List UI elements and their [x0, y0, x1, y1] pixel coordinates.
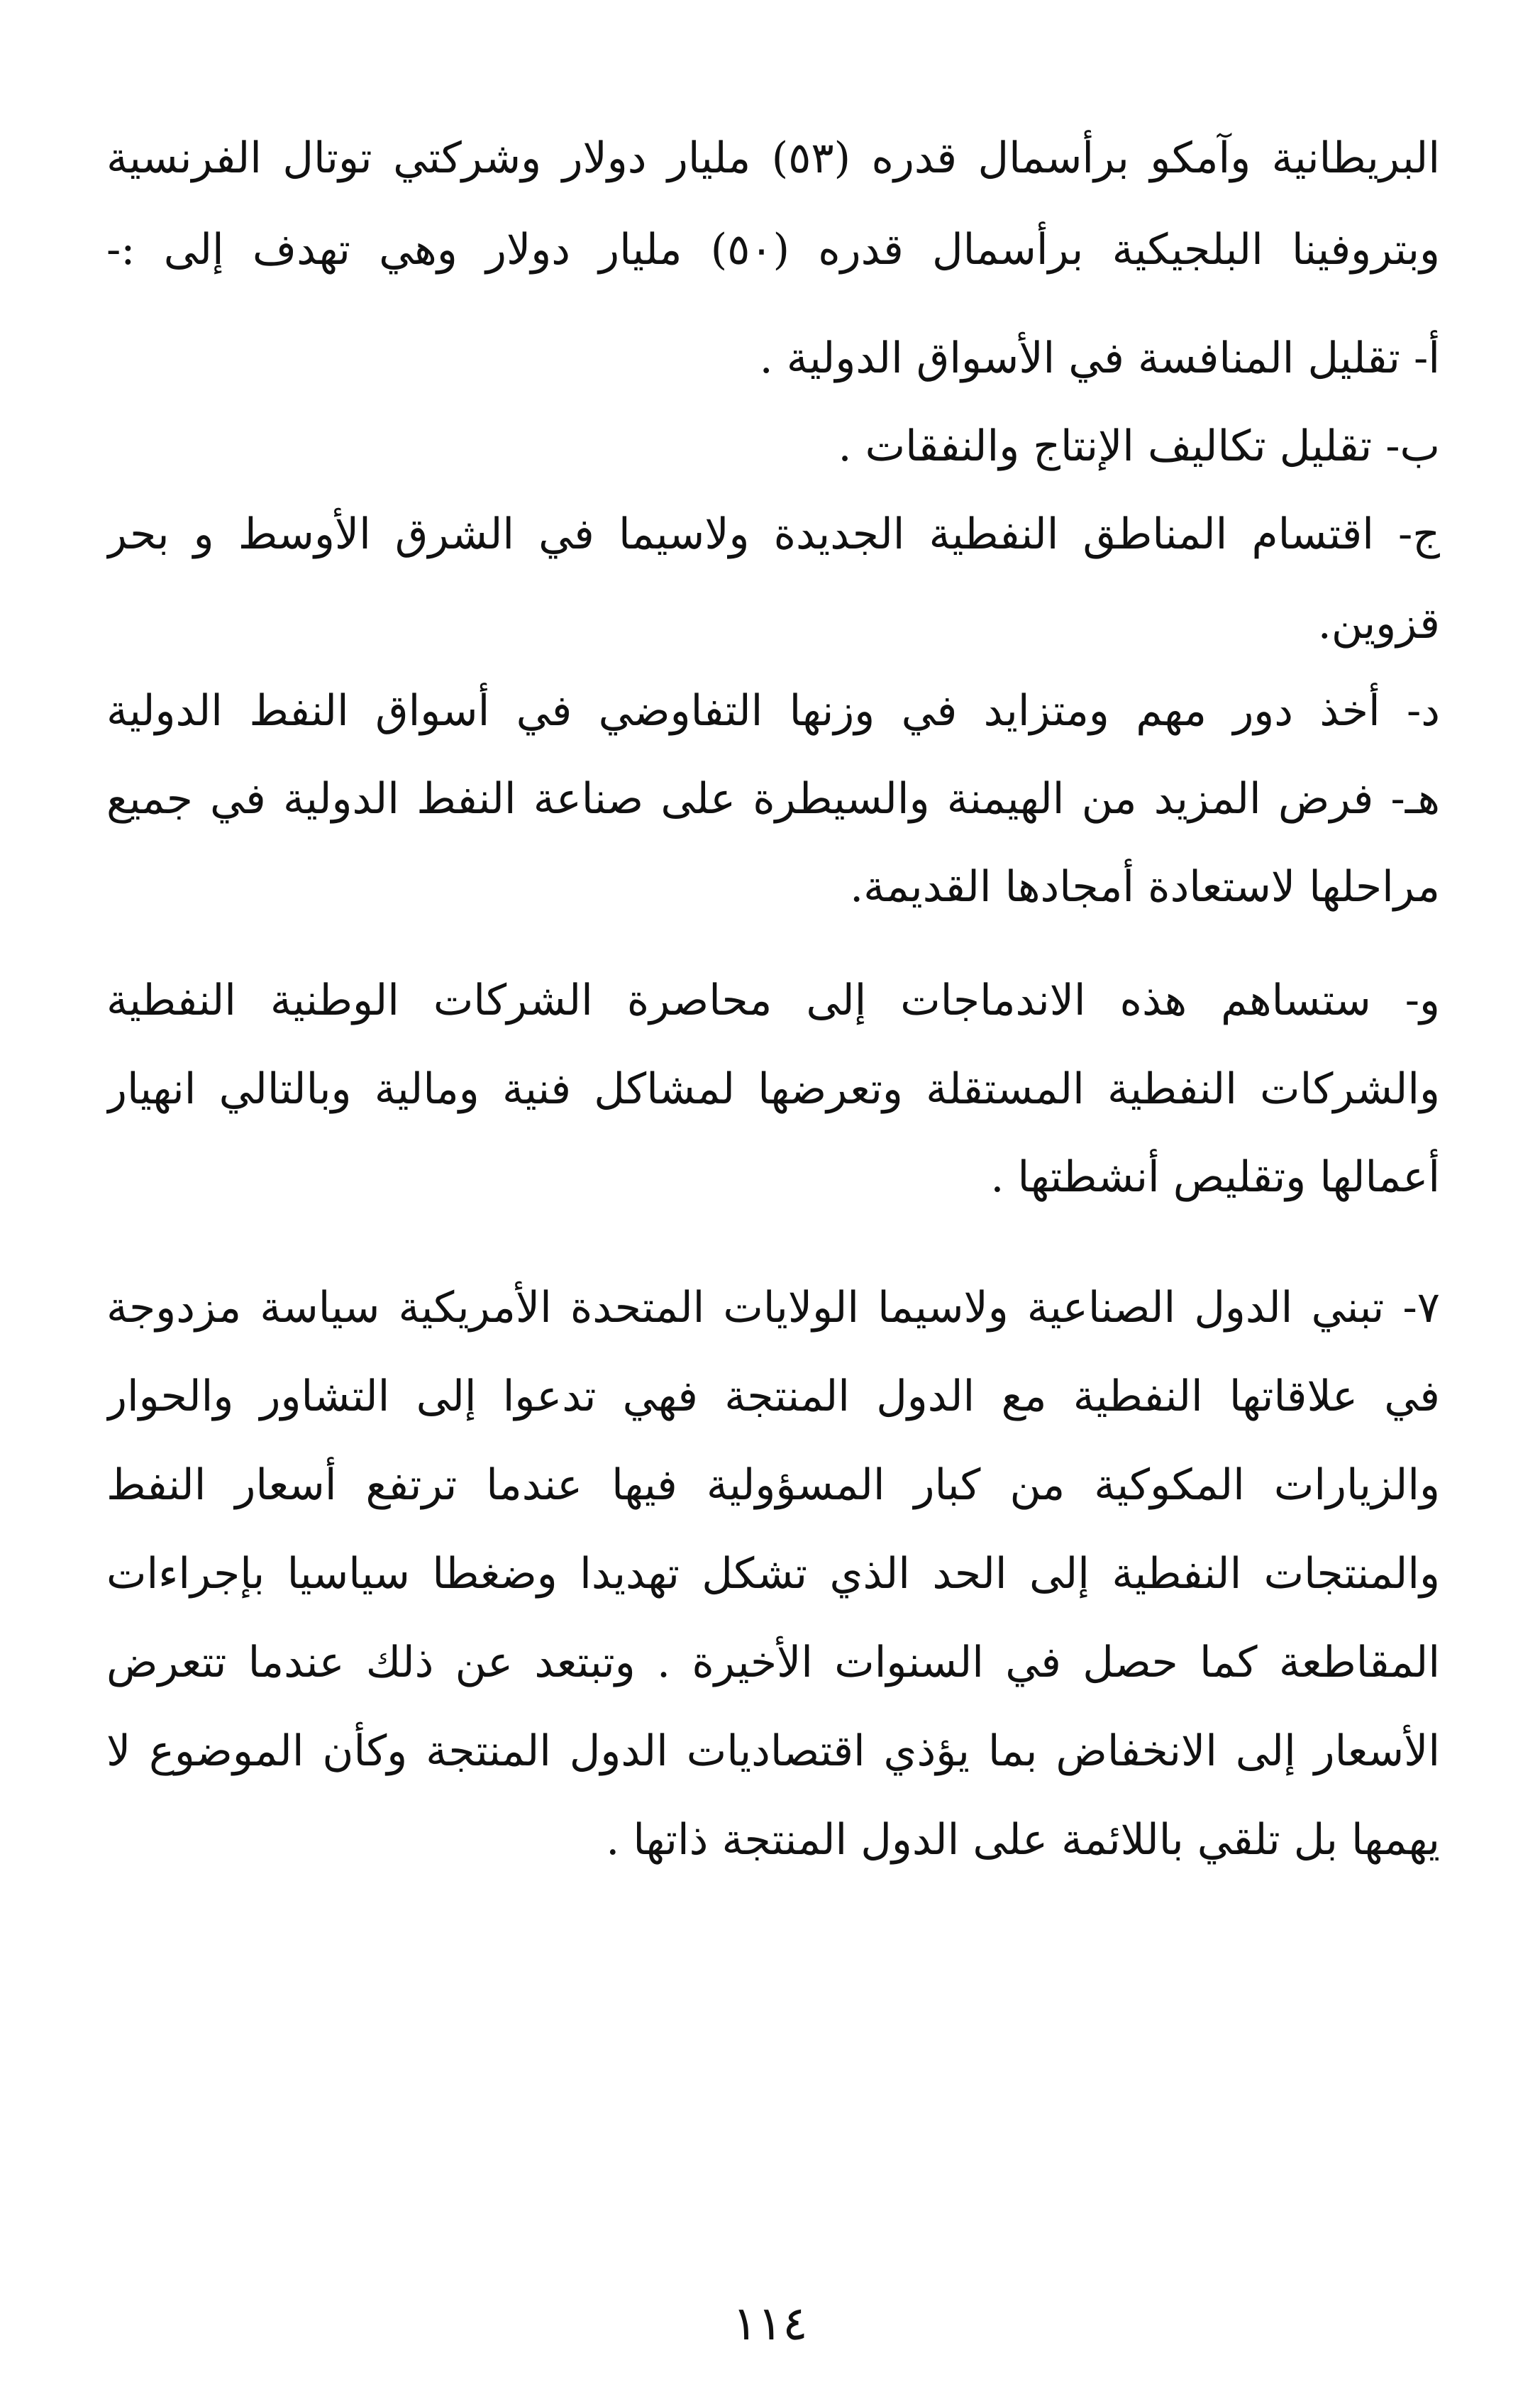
text-line: أعمالها وتقليص أنشطتها .: [990, 1152, 1440, 1202]
list-item-e: هـ- فرض المزيد من الهيمنة والسيطرة على صناعة النفط الدولية في جميع: [106, 774, 1440, 824]
text-line: يهمها بل تلقي باللائمة على الدول المنتجة ذاتها .: [606, 1815, 1440, 1865]
list-item-d: د- أخذ دور مهم ومتزايد في وزنها التفاوضي في أسواق النفط الدولية: [106, 686, 1440, 736]
list-item-a: أ- تقليل المنافسة في الأسواق الدولية .: [759, 333, 1440, 383]
text-line: والزيارات المكوكية من كبار المسؤولية فيها عندما ترتفع أسعار النفط: [106, 1460, 1440, 1510]
text-line: الأسعار إلى الانخفاض بما يؤذي اقتصاديات الدول المنتجة وكأن الموضوع لا: [106, 1726, 1440, 1776]
text-line: وبتروفينا البلجيكية برأسمال قدره (٥٠) مليار دولار وهي تهدف إلى :-: [106, 225, 1440, 275]
list-item-c-continuation: قزوين.: [1317, 599, 1440, 649]
list-item-e-continuation: مراحلها لاستعادة أمجادها القديمة.: [850, 862, 1440, 912]
list-item-c: ج- اقتسام المناطق النفطية الجديدة ولاسيما في الشرق الأوسط و بحر: [106, 509, 1440, 559]
page-number: ١١٤: [732, 2296, 808, 2351]
list-item-f: و- ستساهم هذه الاندماجات إلى محاصرة الشركات الوطنية النفطية: [106, 976, 1440, 1025]
text-line: والمنتجات النفطية إلى الحد الذي تشكل تهديدا وضغطا سياسيا بإجراءات: [106, 1549, 1440, 1599]
text-line: المقاطعة كما حصل في السنوات الأخيرة . وتبتعد عن ذلك عندما تتعرض: [106, 1638, 1440, 1687]
text-line: البريطانية وآمكو برأسمال قدره (٥٣) مليار دولار وشركتي توتال الفرنسية: [106, 133, 1440, 183]
text-line: في علاقاتها النفطية مع الدول المنتجة فهي تدعوا إلى التشاور والحوار: [106, 1372, 1440, 1421]
text-line: والشركات النفطية المستقلة وتعرضها لمشاكل فنية ومالية وبالتالي انهيار: [106, 1064, 1440, 1114]
numbered-point-7: ٧- تبني الدول الصناعية ولاسيما الولايات المتحدة الأمريكية سياسة مزدوجة: [106, 1283, 1440, 1333]
list-item-b: ب- تقليل تكاليف الإنتاج والنفقات .: [838, 421, 1440, 471]
